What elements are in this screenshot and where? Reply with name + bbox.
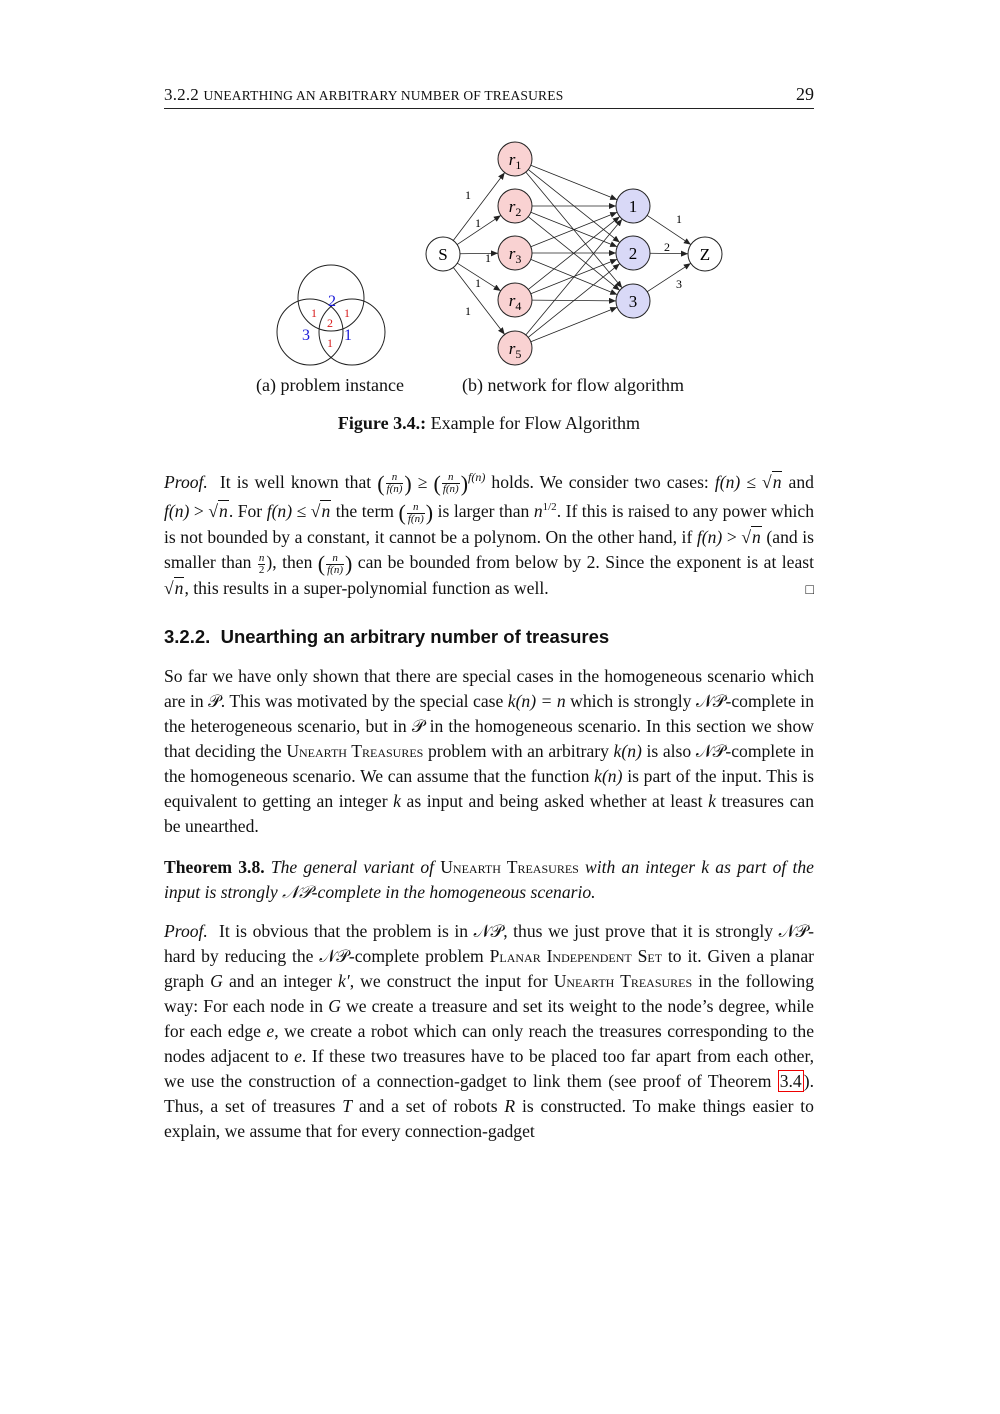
venn-label-top: 2 <box>328 293 336 310</box>
figure-caption-text: Example for Flow Algorithm <box>430 413 641 433</box>
page-number: 29 <box>796 84 814 104</box>
header-section-title: UNEARTHING AN ARBITRARY NUMBER OF TREASURES <box>203 88 564 103</box>
flow-network <box>426 142 722 365</box>
node-robot-2-label: $r_2$ <box>508 197 522 219</box>
proof-lemma: Proof. It is well known that ( $\frac{n}{f(n)}$ ) ≥ ( $\frac{n}{f(n)}$ )$^{f(n)}$ holds. We consider two cases: f(n) ≤ √n and f(n) > √n. For f(n) ≤ √n the term ( $\frac{n}{f(n)}$ ) is larger than $n^{1/2}$. If this is raised to any power which is not bounded by a constant, it cannot be a polynom. On the other hand, if f(n) > √n (and is smaller than $\frac{n}{2}$ ), then ( $\frac{n}{f(n)}$ ) can be bounded from below by 2. Since the exponent is at least √n, this results in a super-polynomial function as well. □ <box>164 465 814 603</box>
figure-3-4 <box>164 135 814 445</box>
sink-edge-label: 1 <box>676 212 682 226</box>
edge-s-r3 <box>460 253 498 254</box>
venn-region-center: 2 <box>327 316 333 330</box>
problem-name: Unearth Treasures <box>286 741 424 761</box>
section-heading: 3.2.2. Unearthing an arbitrary number of treasures <box>164 626 610 647</box>
proof-lead: Proof. <box>164 471 208 492</box>
node-treasure-3-label: 3 <box>628 292 638 311</box>
figure-caption <box>164 413 814 434</box>
venn-diagram <box>277 265 385 365</box>
paragraph-intro: So far we have only shown that there are special cases in the homogeneous scenario which are in 𝒫. This was motivated by the special case k(n) = n which is strongly 𝒩𝒫-complete in the heterogeneous scenario, but in 𝒫 in the homogeneous scenario. In this section we show that deciding the Unearth Treasures problem with an arbitrary k(n) is also 𝒩𝒫-complete in the homogeneous scenario. We can assume that the function k(n) is part of the input. This is equivalent to getting an integer k as input and being asked whether at least k treasures can be unearthed. <box>164 666 815 836</box>
node-robot-3-label: $r_3$ <box>508 244 522 266</box>
edge-t3-z <box>647 263 691 291</box>
node-robot-1-label: $r_1$ <box>508 150 522 172</box>
node-robot-5-label: $r_5$ <box>508 339 522 361</box>
figure-drawing <box>164 135 814 405</box>
header-title: 3.2.2 UNEARTHING AN ARBITRARY NUMBER OF TREASURES <box>164 85 564 104</box>
edge-r1-t3 <box>526 172 622 288</box>
running-header <box>164 84 814 109</box>
node-robot-4-label: $r_4$ <box>508 291 522 313</box>
theorem-label: Theorem 3.8. <box>164 857 265 877</box>
caption-b: (b) network for flow algorithm <box>462 375 684 395</box>
venn-label-left: 3 <box>302 327 310 344</box>
node-sink-label: Z <box>699 245 711 264</box>
sink-edge-label: 3 <box>676 277 682 291</box>
figure-caption-label: Figure 3.4.: <box>337 413 427 433</box>
sink-edge-label: 2 <box>664 240 670 254</box>
source-edge-label: 1 <box>485 251 491 265</box>
node-treasure-2-label: 2 <box>628 244 638 263</box>
node-source-label: S <box>438 245 448 264</box>
source-edge-label: 1 <box>475 276 481 290</box>
venn-region-top-right: 1 <box>344 306 350 320</box>
caption-a: (a) problem instance <box>256 375 404 395</box>
source-edge-label: 1 <box>475 216 481 230</box>
theorem-3-8: Theorem 3.8. The general variant of Unearth Treasures with an integer k as part of the input is strongly 𝒩𝒫-complete in the homogeneous scenario. <box>164 857 814 902</box>
source-edge-label: 1 <box>465 304 471 318</box>
source-edge-label: 1 <box>465 188 471 202</box>
edge-r1-t1 <box>531 165 617 199</box>
edge-r5-t1 <box>526 219 622 335</box>
qed-symbol: □ <box>805 582 814 598</box>
venn-label-right: 1 <box>344 327 352 344</box>
theorem-reference-link[interactable]: 3.4 <box>779 1071 802 1091</box>
venn-region-bottom: 1 <box>327 336 333 350</box>
proof-theorem-3-8: Proof. It is obvious that the problem is in 𝒩𝒫, thus we just prove that it is strongly 𝒩𝒫-hard by reducing the 𝒩𝒫-complete problem Planar Independent Set to it. Given a planar graph G and an integer k′, we construct the input for Unearth Treasures in the following way: For each node in G we create a treasure and set its weight to the node’s degree, while for each edge e, we create a robot which can only reach the treasures corresponding to the nodes adjacent to e. If these two treasures have to be placed too far apart from each other, we use the construction of a connection-gadget to link them (see proof of Theorem 3.4 ). Thus, a set of treasures T and a set of robots R is constructed. To make things easier to explain, we assume that for every connection-gadget <box>164 921 815 1141</box>
venn-region-top-left: 1 <box>311 306 317 320</box>
node-treasure-1-label: 1 <box>628 197 638 216</box>
